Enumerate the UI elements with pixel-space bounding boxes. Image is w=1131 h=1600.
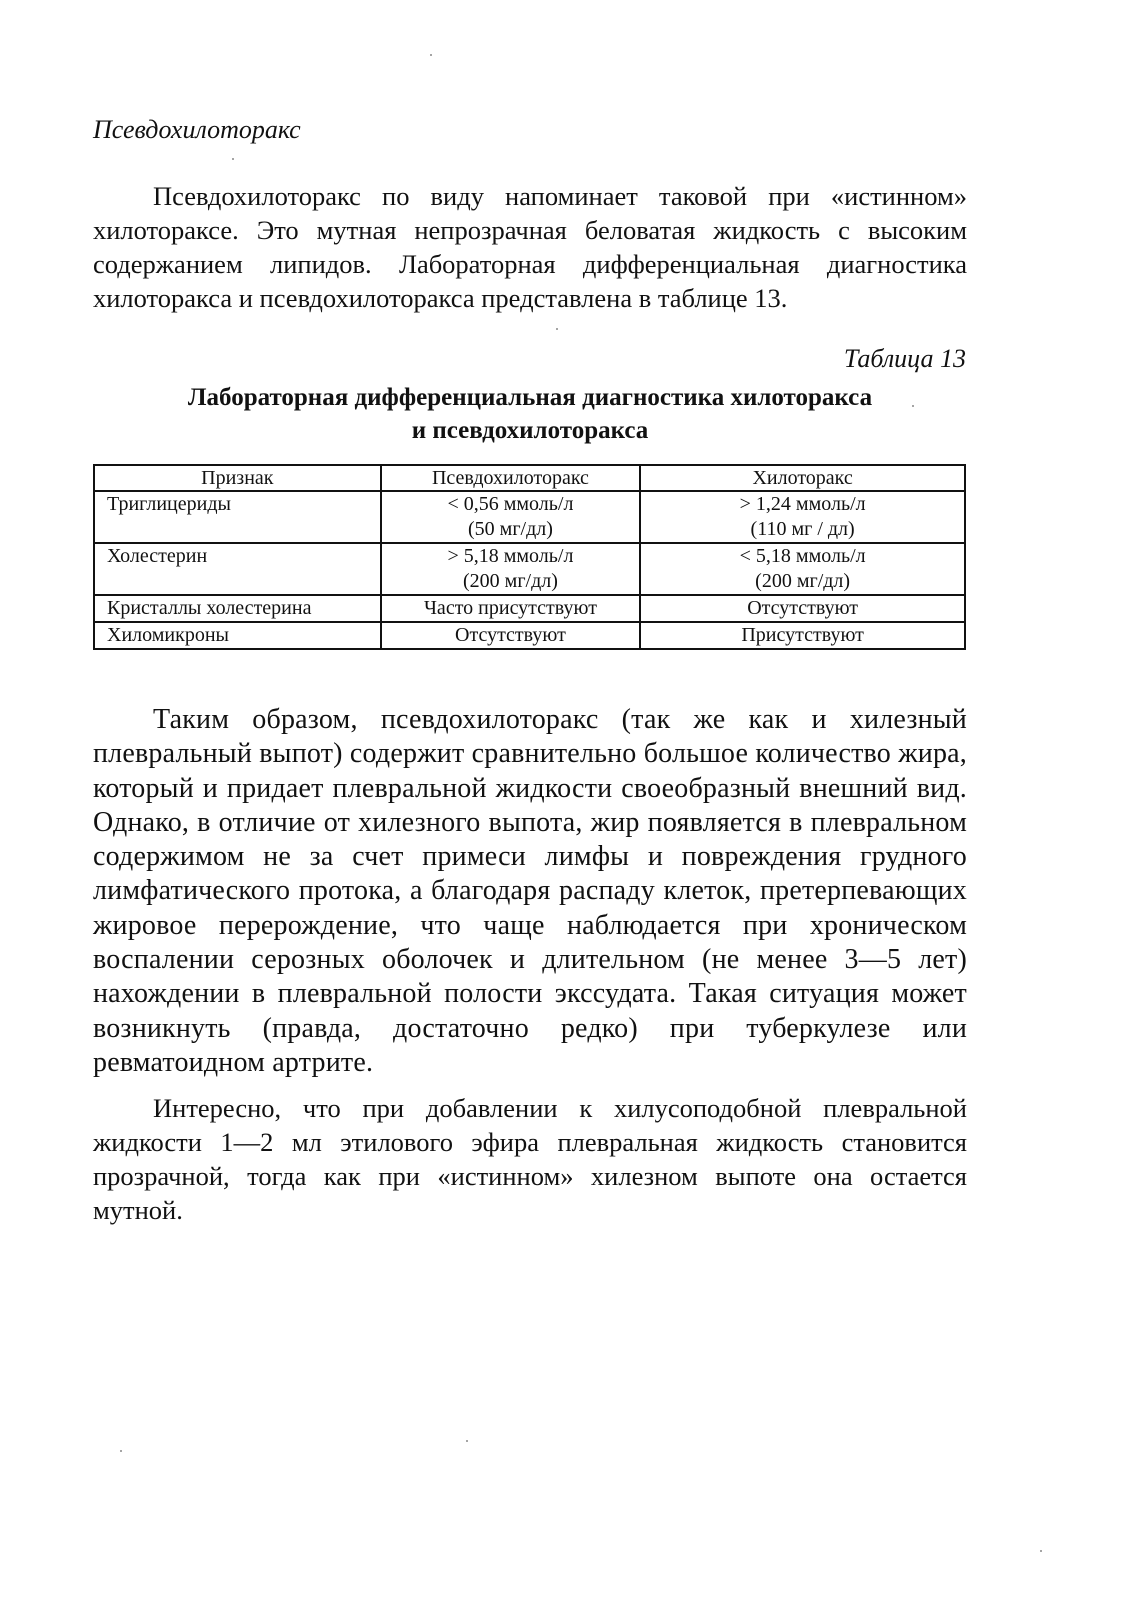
pseudo-value: Отсутствуют <box>381 622 641 649</box>
pseudo-value-line: < 0,56 ммоль/л <box>447 493 574 515</box>
row-label: Кристаллы холестерина <box>94 595 381 622</box>
table-row <box>94 543 965 595</box>
scan-speck <box>466 1440 468 1442</box>
pseudo-value-line: > 5,18 ммоль/л <box>447 545 574 567</box>
header-pseudochylothorax: Псевдохилоторакс <box>381 465 641 491</box>
chylo-value-line: (200 мг/дл) <box>755 570 851 592</box>
diagnostics-table <box>93 464 966 650</box>
chylo-value-line: > 1,24 ммоль/л <box>739 493 866 515</box>
table-title-line-1: Лабораторная дифференциальная диагностика хилоторакса <box>187 384 873 411</box>
table-row <box>94 595 965 622</box>
chylo-value <box>640 491 965 543</box>
chylo-value-line: < 5,18 ммоль/л <box>739 545 866 567</box>
body-paragraph: Таким образом, псевдохилоторакс (так же как и хилезный плевральный выпот) содержит сравнительно большое количество жира, который и придает плевральной жидкости своеобразный внешний вид. Однако, в отличие от хилезного выпота, жир появляется в плевральном содержимом не за счет примеси лимфы и повреждения грудного лимфатического протока, а благодаря распаду клеток, претерпевающих жировое перерождение, что чаще наблюдается при хроническом воспалении серозных оболочек и длительном (не менее 3—5 лет) нахождении в плевральной полости экссудата. Такая ситуация может возникнуть (правда, достаточно редко) при туберкулезе или ревматоидном артрите. <box>93 704 967 1078</box>
table-title-line-2: и псевдохилоторакса <box>411 417 649 444</box>
chylo-value <box>640 543 965 595</box>
table-title <box>93 381 967 447</box>
chylo-value-line: (110 мг / дл) <box>750 518 855 540</box>
chylo-value: Отсутствуют <box>640 595 965 622</box>
table-reference: Таблица 13 <box>843 344 966 373</box>
section-title: Псевдохилоторакс <box>93 115 301 144</box>
table-row <box>94 491 965 543</box>
chylo-value: Присутствуют <box>640 622 965 649</box>
scan-speck <box>232 158 234 160</box>
pseudo-value-line: (50 мг/дл) <box>468 518 553 540</box>
closing-paragraph: Интересно, что при добавлении к хилусоподобной плевральной жидкости 1—2 мл этилового эфира плевральная жидкость становится прозрачной, тогда как при «истинном» хилезном выпоте она остается мутной. <box>93 1093 967 1225</box>
intro-paragraph: Псевдохилоторакс по виду напоминает таковой при «истинном» хилотораксе. Это мутная непрозрачная беловатая жидкость с высоким содержанием липидов. Лабораторная дифференциальная диагностика хилоторакса и псевдохилоторакса представлена в таблице 13. <box>93 181 967 313</box>
row-label: Холестерин <box>94 543 381 595</box>
scan-speck <box>430 54 432 56</box>
pseudo-value <box>381 543 641 595</box>
table-row <box>94 622 965 649</box>
table-header-row <box>94 465 965 491</box>
scan-speck <box>1040 1550 1042 1552</box>
scan-speck <box>912 405 914 407</box>
row-label: Триглицериды <box>94 491 381 543</box>
row-label: Хиломикроны <box>94 622 381 649</box>
header-feature: Признак <box>94 465 381 491</box>
pseudo-value: Часто присутствуют <box>381 595 641 622</box>
scan-speck <box>556 328 558 330</box>
pseudo-value-line: (200 мг/дл) <box>463 570 558 592</box>
header-chylothorax: Хилоторакс <box>640 465 965 491</box>
scan-speck <box>120 1450 122 1452</box>
pseudo-value <box>381 491 641 543</box>
